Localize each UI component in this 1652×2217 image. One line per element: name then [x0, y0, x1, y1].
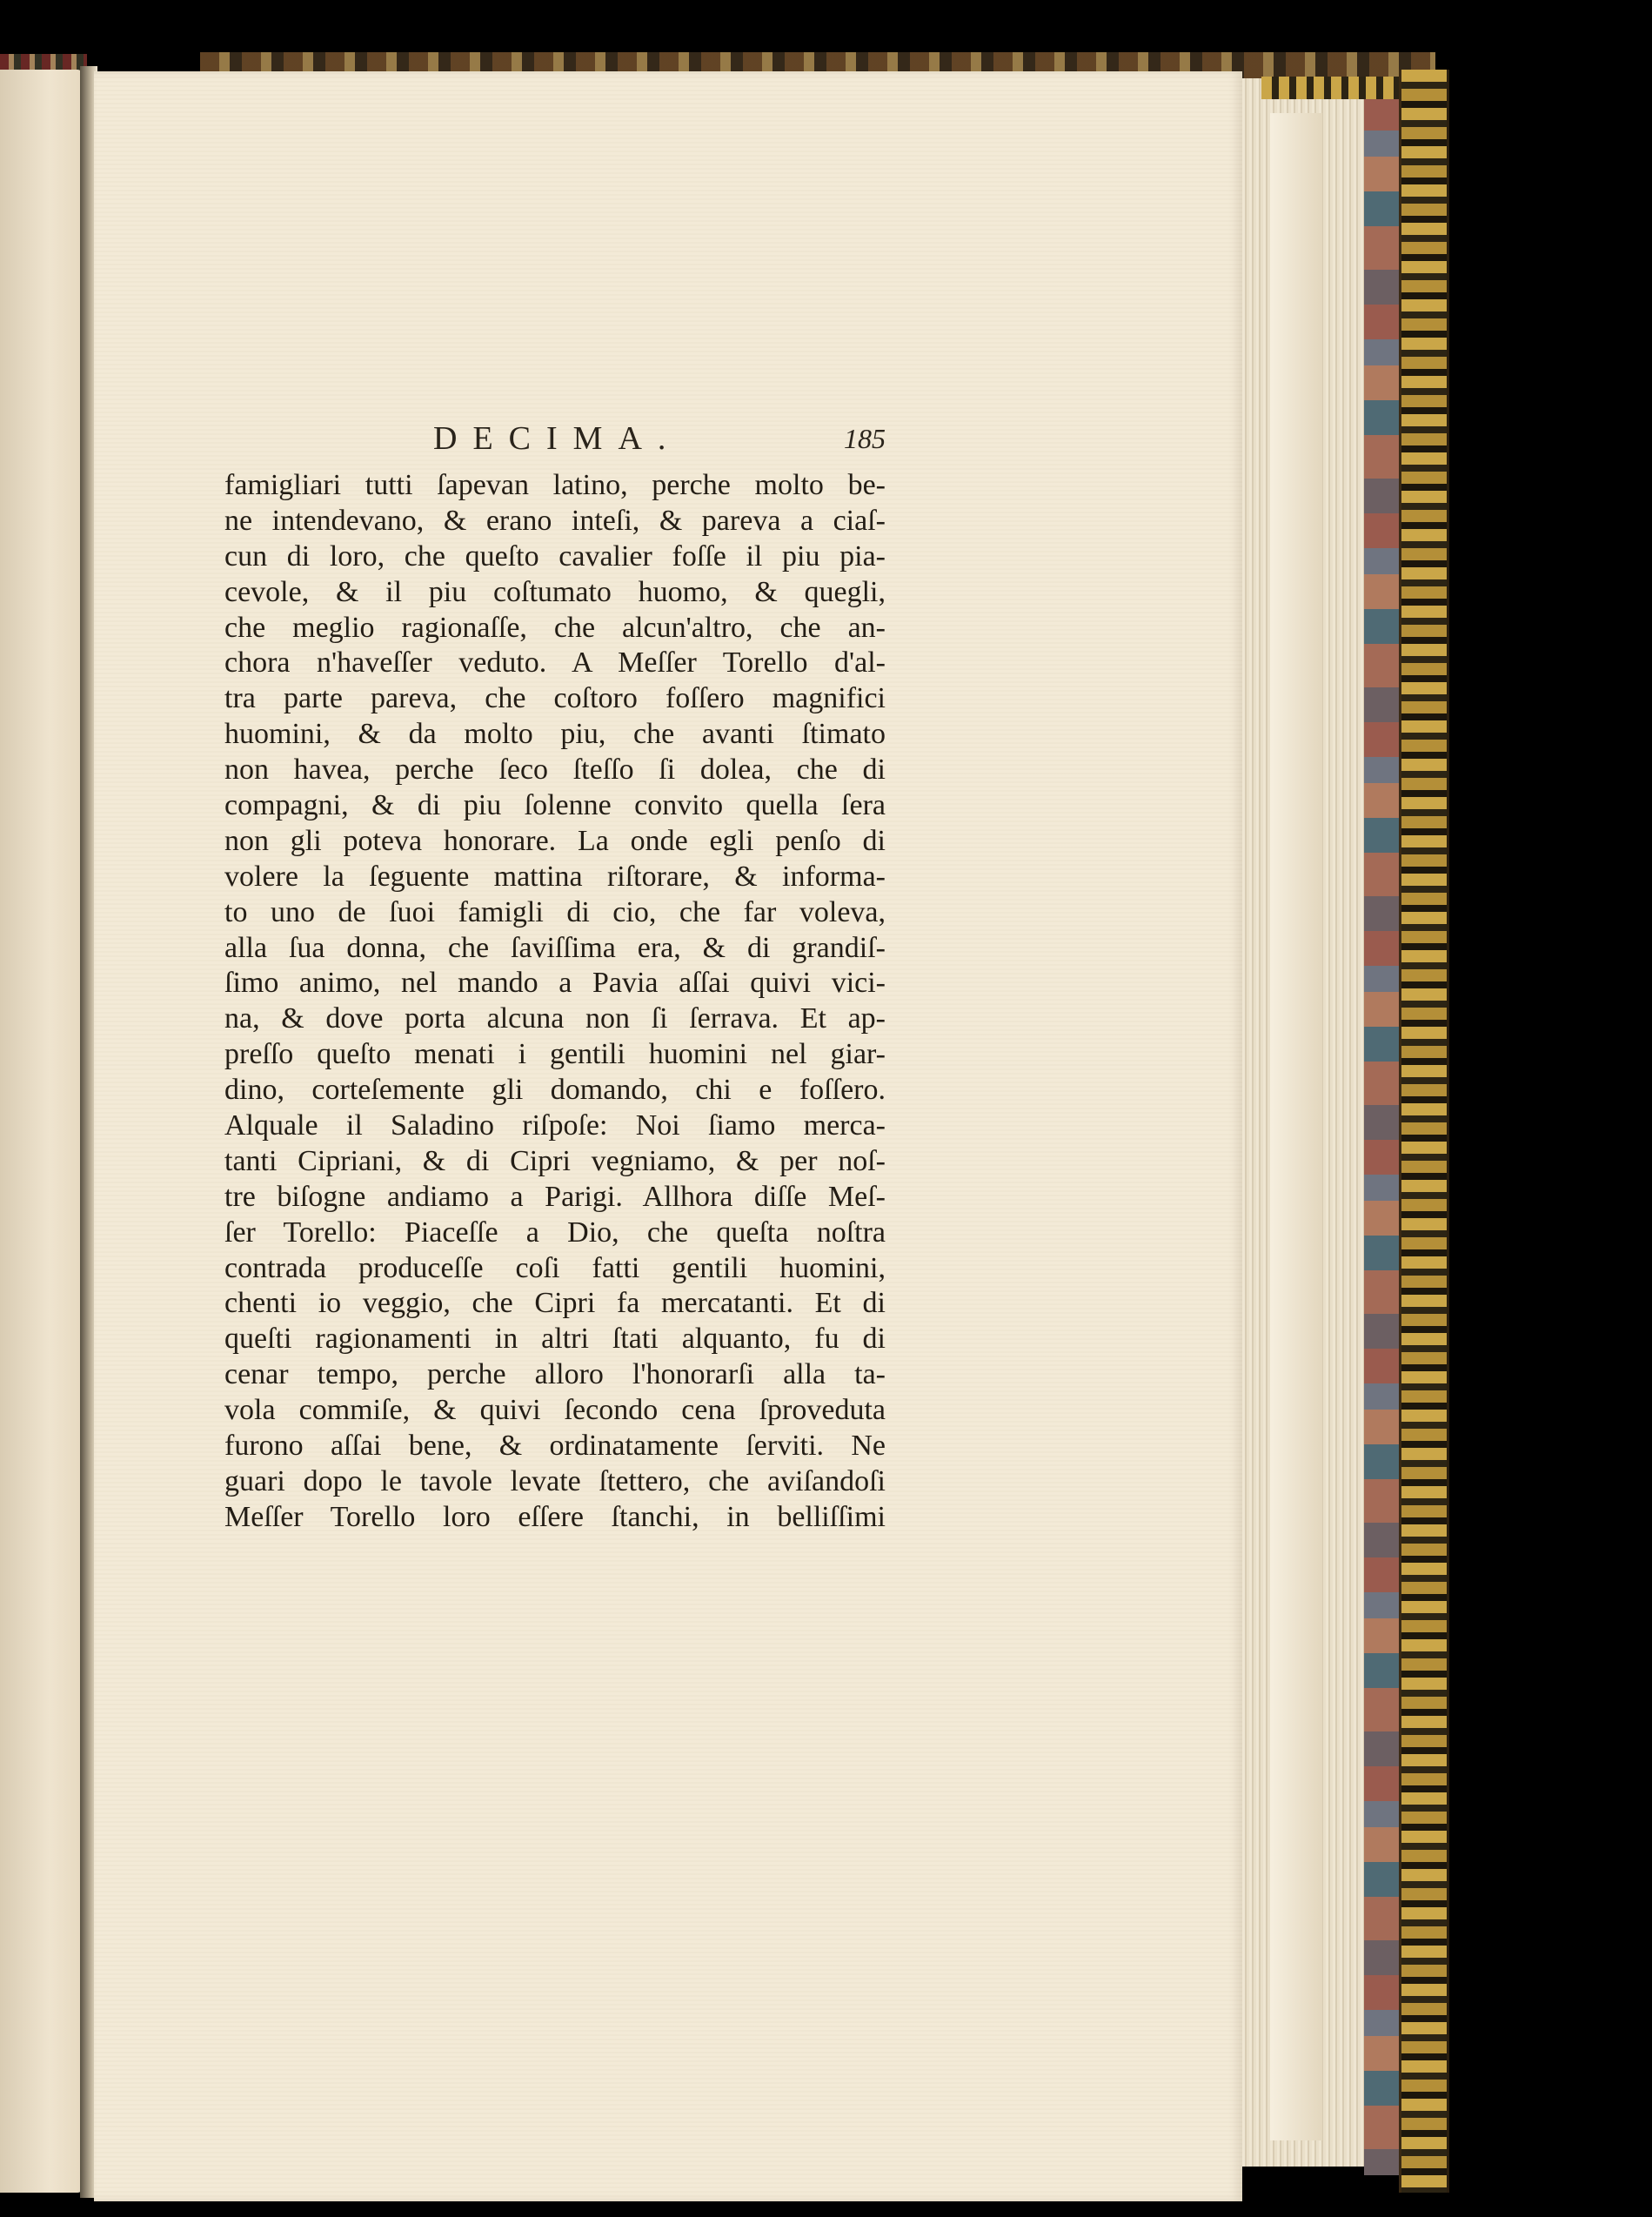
text-line: alla ſua donna, che ſaviſſima era, & di grandiſ- — [224, 931, 886, 964]
text-line: cenar tempo, perche alloro l'honorarſi alla ta- — [224, 1358, 886, 1391]
gilt-tooled-cover-edge — [1399, 70, 1449, 2193]
text-line: queſti ragionamenti in altri ſtati alquanto, fu di — [224, 1323, 886, 1356]
text-line: tanti Cipriani, & di Cipri vegniamo, & per noſ- — [224, 1144, 886, 1177]
text-line: tre biſogne andiamo a Parigi. Allhora diſſe Meſ- — [224, 1180, 886, 1213]
text-line: non gli poteva honorare. La onde egli penſo di — [224, 824, 886, 857]
page-number: 185 — [844, 423, 886, 454]
text-line: contrada produceſſe coſi fatti gentili huomini, — [224, 1251, 886, 1284]
text-line: cevole, & il piu coſtumato huomo, & quegli, — [224, 575, 886, 608]
text-line: preſſo queſto menati i gentili huomini nel giar- — [224, 1038, 886, 1071]
text-line: na, & dove porta alcuna non ſi ſerrava. Et ap- — [224, 1002, 886, 1035]
text-line: compagni, & di piu ſolenne convito quella ſera — [224, 789, 886, 822]
text-line: ſimo animo, nel mando a Pavia aſſai quivi vici- — [224, 967, 886, 1000]
text-line: cun di loro, che queſto cavalier foſſe il piu pia- — [224, 539, 886, 573]
text-line: che meglio ragionaſſe, che alcun'altro, che an- — [224, 611, 886, 644]
text-line: chenti io veggio, che Cipri fa mercatanti. Et di — [224, 1287, 886, 1320]
text-line: volere la ſeguente mattina riſtorare, & informa- — [224, 860, 886, 893]
text-line: to uno de ſuoi famigli di cio, che far voleva, — [224, 895, 886, 928]
text-line: chora n'haveſſer veduto. A Meſſer Torello d'al- — [224, 646, 886, 680]
facing-page — [0, 70, 83, 2193]
text-line: guari dopo le tavole levate ſtettero, che aviſandoſi — [224, 1464, 886, 1497]
marbled-fore-edge — [1364, 96, 1399, 2175]
text-line: Meſſer Torello loro eſſere ſtanchi, in belliſſimi — [224, 1500, 886, 1533]
page-edge-highlight — [1270, 113, 1322, 2140]
text-line: dino, corteſemente gli domando, chi e foſſero. — [224, 1074, 886, 1107]
text-line: non havea, perche ſeco ſteſſo ſi dolea, che di — [224, 754, 886, 787]
text-line: huomini, & da molto piu, che avanti ſtimato — [224, 718, 886, 751]
text-line: vola commiſe, & quivi ſecondo cena ſproveduta — [224, 1394, 886, 1427]
running-head: DECIMA. — [433, 420, 682, 457]
text-line: furono aſſai bene, & ordinatamente ſerviti. Ne — [224, 1430, 886, 1463]
text-line: famigliari tutti ſapevan latino, perche molto be- — [224, 469, 886, 501]
text-line: ne intendevano, & erano inteſi, & pareva a ciaſ- — [224, 504, 886, 537]
page-header — [224, 419, 886, 465]
text-line: tra parte pareva, che coſtoro foſſero magnifici — [224, 682, 886, 715]
text-line: Alquale il Saladino riſpoſe: Noi ſiamo merca- — [224, 1109, 886, 1142]
body-text — [224, 468, 886, 1536]
text-line: ſer Torello: Piaceſſe a Dio, che queſta noſtra — [224, 1216, 886, 1249]
